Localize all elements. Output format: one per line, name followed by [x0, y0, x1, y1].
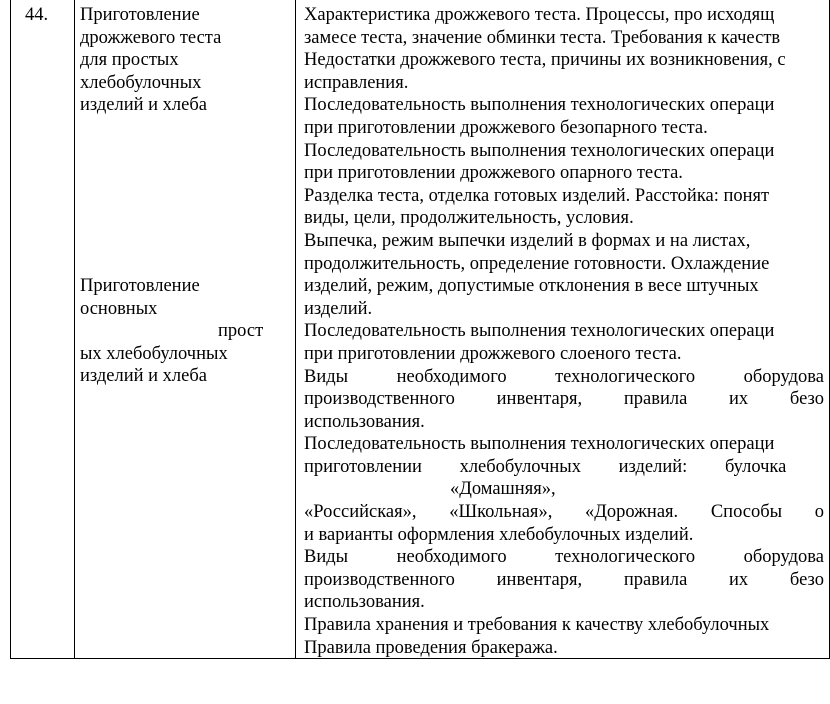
- word: оборудова: [743, 547, 824, 568]
- word: «Российская»,: [304, 502, 417, 523]
- column-divider: [295, 0, 296, 658]
- content-line: Характеристика дрожжевого теста. Процессы, про исходящ: [304, 5, 775, 25]
- topic-line: Приготовление: [80, 275, 200, 296]
- word: технологического: [555, 366, 696, 387]
- word: инвентаря,: [496, 569, 583, 590]
- topic-1: [80, 4, 280, 117]
- word: Способы: [710, 502, 783, 523]
- content-line: «Домашняя»,: [450, 479, 556, 500]
- topic-cell: [80, 4, 280, 388]
- content-line: Последовательность выполнения технологических операци: [304, 95, 775, 116]
- word: Виды: [304, 547, 349, 568]
- content-line-justified: [304, 388, 824, 411]
- content-line: при приготовлении дрожжевого слоеного теста.: [304, 343, 682, 364]
- word: необходимого: [396, 547, 507, 568]
- word: безо: [789, 569, 824, 590]
- content-line-justified: [304, 456, 824, 479]
- content-line: и варианты оформления хлебобулочных изделий.: [304, 524, 694, 545]
- word: безо: [789, 389, 824, 410]
- content-line: при приготовлении дрожжевого безопарного теста.: [304, 117, 708, 138]
- content-line: исправления.: [304, 72, 409, 93]
- content-cell: [304, 4, 824, 659]
- word: правила: [623, 569, 688, 590]
- content-line: при приготовлении дрожжевого опарного теста.: [304, 163, 683, 184]
- content-line-justified: [304, 366, 824, 389]
- topic-line: дрожжевого теста: [80, 27, 222, 48]
- content-line-justified: [304, 569, 824, 592]
- topic-line: основных: [80, 298, 158, 319]
- topic-line: Приготовление: [80, 5, 200, 25]
- word: Виды: [304, 366, 349, 387]
- topic-2: [80, 275, 280, 388]
- content-line: Разделка теста, отделка готовых изделий. Расстойка: понят: [304, 185, 770, 206]
- word: изделий:: [618, 456, 688, 477]
- word: приготовлении: [304, 456, 422, 477]
- content-line: использования.: [304, 411, 425, 432]
- content-line: Последовательность выполнения технологических операци: [304, 140, 775, 161]
- topic-line: ых хлебобулочных: [80, 343, 228, 364]
- word: их: [729, 389, 749, 410]
- word: производственного: [304, 389, 455, 410]
- topic-line: для простых: [80, 50, 179, 71]
- content-line: Правила хранения и требования к качеству хлебобулочных: [304, 615, 770, 636]
- topic-line: изделий и хлеба: [80, 95, 207, 116]
- content-line: Выпечка, режим выпечки изделий в формах и на листах,: [304, 230, 751, 251]
- content-line-justified: [304, 501, 824, 524]
- content-line: изделий.: [304, 298, 373, 319]
- word: необходимого: [396, 366, 507, 387]
- topic-line: хлебобулочных: [80, 72, 202, 93]
- row-number: 44.: [25, 5, 49, 25]
- content-line: Недостатки дрожжевого теста, причины их возникновения, с: [304, 50, 786, 71]
- content-line: замесе теста, значение обминки теста. Требования к качеств: [304, 27, 781, 48]
- content-line: виды, цели, продолжительность, условия.: [304, 208, 634, 229]
- content-line: использования.: [304, 592, 425, 613]
- word: «Дорожная.: [584, 502, 679, 523]
- word: «Школьная»,: [449, 502, 553, 523]
- word: о: [814, 502, 824, 523]
- word: производственного: [304, 569, 455, 590]
- topic-line: изделий и хлеба: [80, 366, 207, 387]
- content-line: продолжительность, определение готовности. Охлаждение: [304, 253, 770, 274]
- content-line: Правила проведения бракеража.: [304, 637, 558, 658]
- word: правила: [623, 389, 688, 410]
- topic-line: прост: [218, 321, 264, 342]
- word: хлебобулочных: [459, 456, 581, 477]
- word: их: [729, 569, 749, 590]
- content-line: Последовательность выполнения технологических операци: [304, 434, 775, 455]
- content-line-justified: [304, 546, 824, 569]
- word: технологического: [555, 547, 696, 568]
- word: оборудова: [743, 366, 824, 387]
- content-line: Последовательность выполнения технологических операци: [304, 321, 775, 342]
- word: инвентаря,: [496, 389, 583, 410]
- content-line: изделий, режим, допустимые отклонения в весе штучных: [304, 276, 759, 297]
- column-divider: [74, 0, 75, 658]
- word: булочка: [724, 456, 787, 477]
